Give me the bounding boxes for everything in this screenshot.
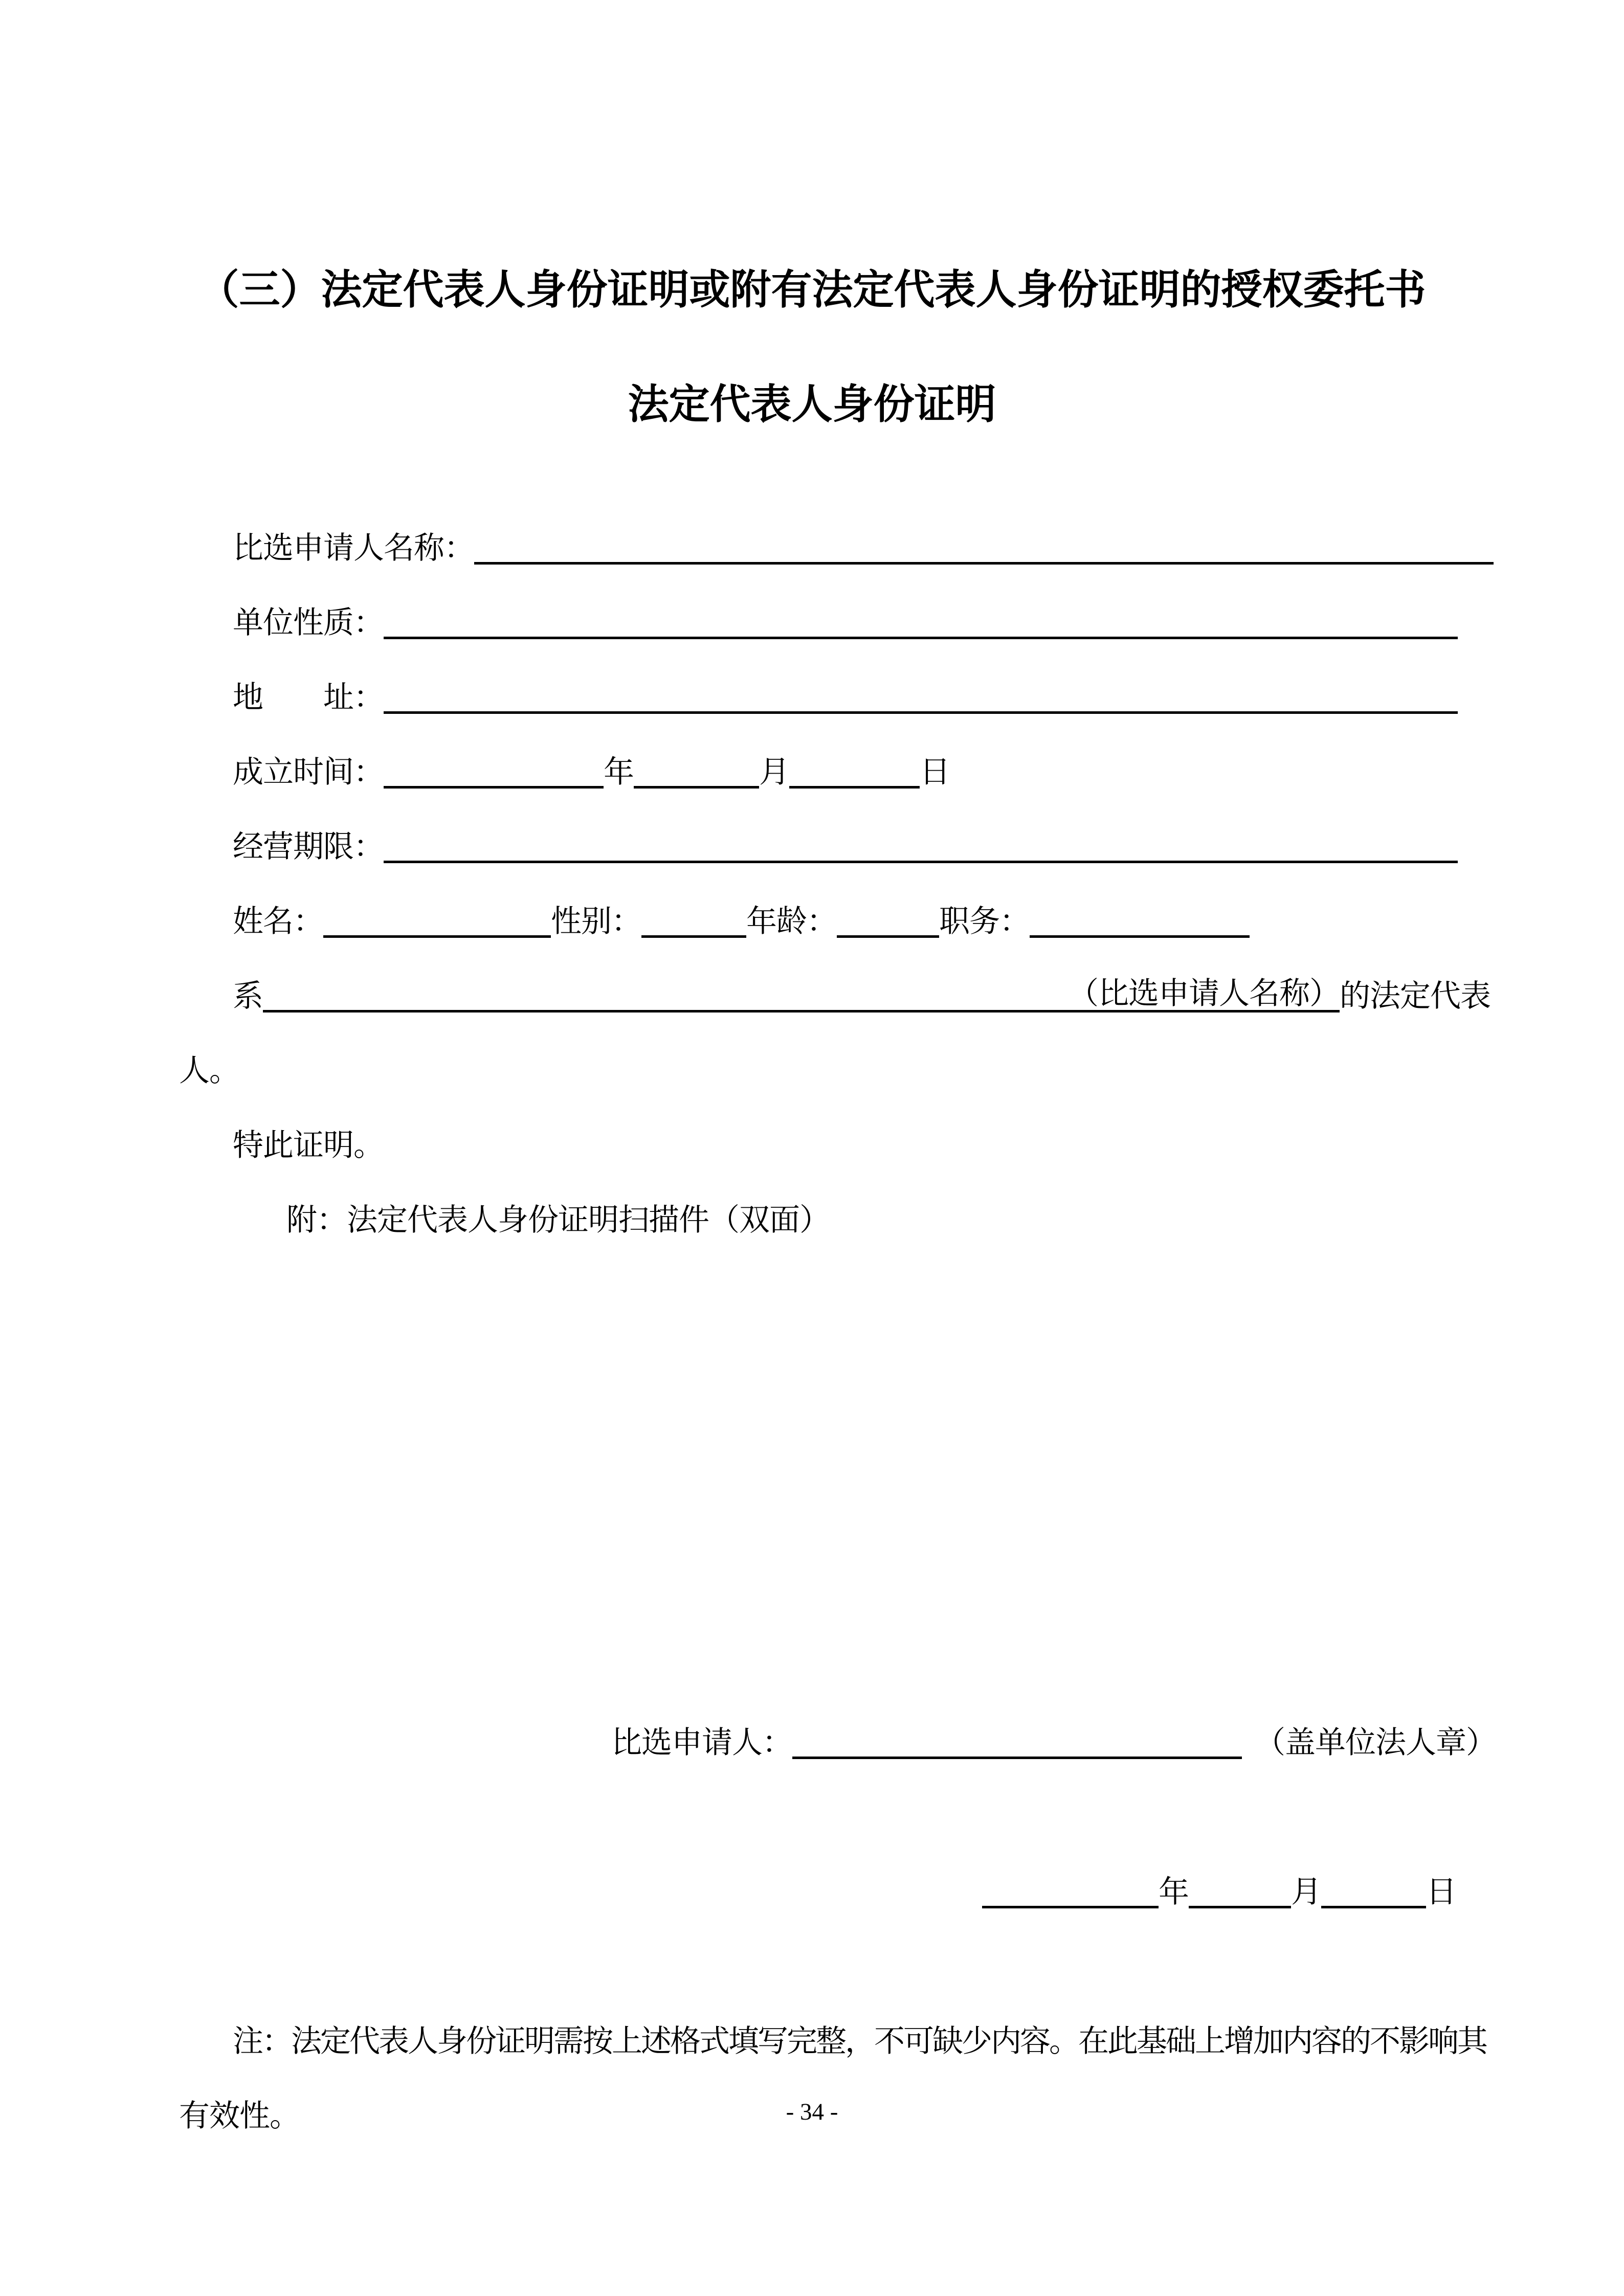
unit-nature-row: [179, 565, 1496, 639]
page-number: - 34 -: [786, 2099, 838, 2125]
address-blank[interactable]: [384, 711, 1458, 714]
document-title: 法定代表人身份证明: [628, 382, 996, 427]
gender-label: 性别：: [551, 905, 641, 938]
address-label: 地 址：: [233, 681, 384, 714]
note-line-2: 有效性。: [179, 2099, 300, 2133]
note-line-1: 注：法定代表人身份证明需按上述格式填写完整，不可缺少内容。在此基础上增加内容的不影响其: [233, 2024, 1486, 2058]
year-label: 年: [604, 755, 634, 789]
applicant-name-hint: （比选申请人名称）: [1068, 977, 1340, 1010]
establish-month-blank[interactable]: [634, 786, 759, 789]
legal-rep-suffix-cont-row: [179, 1012, 1496, 1087]
person-info-row: [179, 863, 1496, 938]
unit-nature-label: 单位性质：: [233, 606, 384, 640]
gender-blank[interactable]: [641, 935, 746, 938]
certify-row: [179, 1087, 1496, 1162]
legal-rep-certificate-form: [179, 490, 1496, 2132]
establish-year-blank[interactable]: [384, 786, 604, 789]
applicant-name-row: [179, 490, 1496, 565]
sign-month-label: 月: [1291, 1875, 1321, 1909]
name-label: 姓名：: [233, 905, 323, 938]
signature-applicant-blank[interactable]: [792, 1757, 1242, 1759]
is-label: 系: [233, 979, 263, 1013]
legal-rep-suffix: 的法定代表: [1340, 979, 1490, 1013]
applicant-name-blank[interactable]: [474, 562, 1494, 565]
establish-date-label: 成立时间：: [233, 755, 384, 789]
attachment-row: [179, 1162, 1496, 1236]
establish-date-row: [179, 714, 1496, 789]
sign-year-blank[interactable]: [982, 1906, 1159, 1908]
certify-statement: 特此证明。: [233, 1129, 384, 1162]
month-label: 月: [759, 755, 789, 789]
business-term-row: [179, 789, 1496, 863]
age-label: 年龄：: [746, 905, 837, 938]
sign-day-label: 日: [1426, 1875, 1456, 1909]
establish-day-blank[interactable]: [789, 786, 920, 789]
signature-date-row: [179, 1834, 1496, 1908]
signature-row: [179, 1684, 1496, 1759]
note-row-1: [179, 1983, 1496, 2058]
position-blank[interactable]: [1030, 935, 1250, 938]
address-row: [179, 639, 1496, 714]
unit-nature-blank[interactable]: [384, 637, 1458, 639]
applicant-of-blank[interactable]: [263, 978, 1340, 1012]
blank-space: [179, 1759, 1496, 1834]
signature-applicant-label: 比选申请人：: [611, 1726, 792, 1760]
business-term-blank[interactable]: [384, 861, 1458, 863]
sign-day-blank[interactable]: [1321, 1906, 1426, 1908]
seal-hint: （盖单位法人章）: [1255, 1726, 1496, 1760]
legal-rep-suffix-cont: 人。: [179, 1054, 239, 1088]
attachment-note: 附：法定代表人身份证明扫描件（双面）: [286, 1203, 830, 1237]
business-term-label: 经营期限：: [233, 830, 384, 864]
section-heading: （三）法定代表人身份证明或附有法定代表人身份证明的授权委托书: [198, 268, 1426, 313]
name-blank[interactable]: [323, 935, 551, 938]
applicant-name-label: 比选申请人名称：: [233, 531, 474, 565]
day-label: 日: [920, 755, 950, 789]
blank-space: [179, 1908, 1496, 1983]
sign-month-blank[interactable]: [1189, 1906, 1291, 1908]
sign-year-label: 年: [1159, 1875, 1189, 1909]
age-blank[interactable]: [837, 935, 939, 938]
is-legal-rep-row: [179, 938, 1496, 1012]
position-label: 职务：: [939, 905, 1030, 938]
blank-space: [179, 1236, 1496, 1684]
